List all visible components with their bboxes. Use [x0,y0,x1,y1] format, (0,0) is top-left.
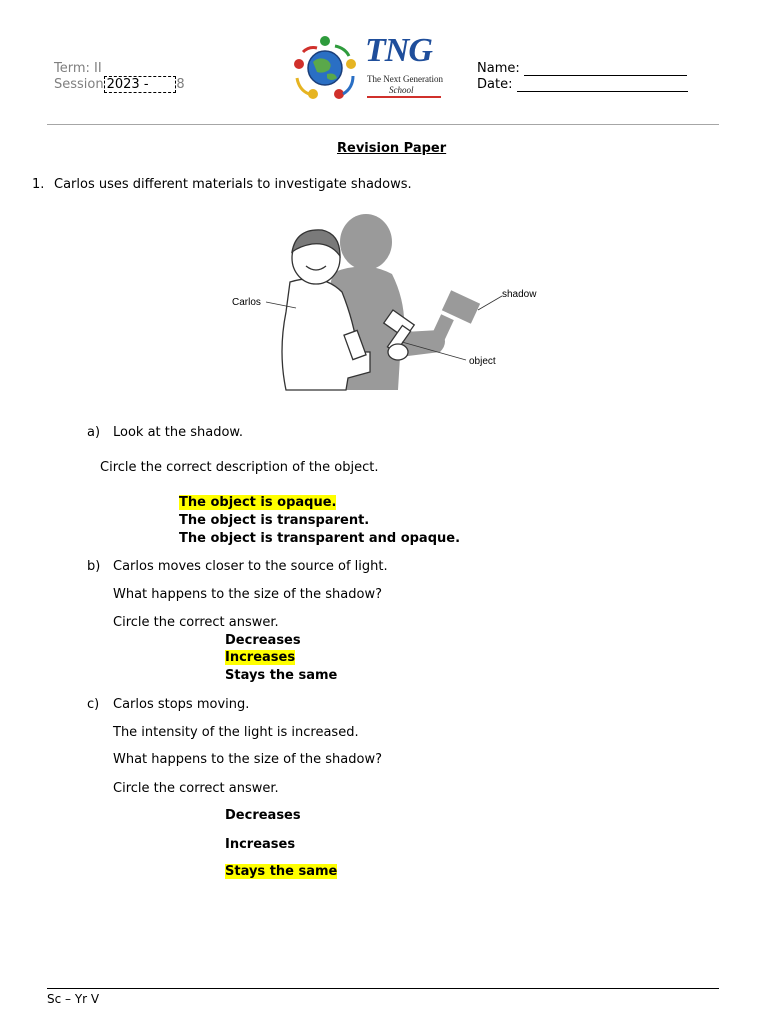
footer-divider [47,988,719,989]
highlighted-answer: Increases [225,650,296,665]
part-c-option-3[interactable] [225,864,337,879]
logo-subtitle-2: School [389,85,414,95]
session-year-field[interactable] [104,76,177,93]
logo-text: TNG [365,32,432,69]
part-b-option-3[interactable]: Stays the same [225,668,338,683]
part-c-option-1[interactable]: Decreases [225,808,301,823]
figure-label-object: object [469,356,496,367]
session-row [54,77,185,92]
logo-subtitle-1: The Next Generation [367,74,443,84]
part-a-option-1[interactable] [179,495,336,510]
part-b-letter: b) [87,559,101,574]
figure-label-shadow: shadow [502,289,537,300]
part-c-prompt: Carlos stops moving. [113,697,250,712]
highlighted-answer: The object is opaque. [179,495,337,510]
shadow-figure [230,212,550,392]
name-field[interactable] [524,75,687,76]
name-label: Name: [477,61,520,76]
part-b-option-2[interactable] [225,650,295,665]
figure-label-carlos: Carlos [232,297,261,308]
header-divider [47,124,719,125]
date-field[interactable] [517,91,688,92]
highlighted-answer: Stays the same [225,864,338,879]
part-c-line2: The intensity of the light is increased. [113,725,359,740]
part-b-option-1[interactable]: Decreases [225,633,301,648]
page-title: Revision Paper [337,141,447,156]
question-number: 1. [32,177,45,192]
part-c-question: What happens to the size of the shadow? [113,752,382,767]
part-b-question: What happens to the size of the shadow? [113,587,382,602]
logo-underline [367,96,441,98]
part-a-prompt: Look at the shadow. [113,425,243,440]
part-a-instruction: Circle the correct description of the object. [100,460,379,475]
part-a-option-2[interactable]: The object is transparent. [179,513,370,528]
part-c-instruction: Circle the correct answer. [113,781,279,796]
part-b-instruction: Circle the correct answer. [113,615,279,630]
name-row [477,61,687,76]
session-year-value: 2023 - [106,77,149,92]
part-b-prompt: Carlos moves closer to the source of light. [113,559,388,574]
session-label: Session [54,77,104,92]
footer-text: Sc – Yr V [47,992,100,1006]
session-tail: 8 [176,77,185,92]
date-row [477,77,688,92]
part-c-letter: c) [87,697,100,712]
part-a-option-3[interactable]: The object is transparent and opaque. [179,531,461,546]
boy-with-shadow-illustration [230,212,550,392]
tng-globe-logo-icon [289,32,361,106]
school-logo [289,32,445,106]
question-text: Carlos uses different materials to investigate shadows. [54,177,412,192]
part-c-option-2[interactable]: Increases [225,837,296,852]
date-label: Date: [477,77,513,92]
part-a-letter: a) [87,425,101,440]
term-label: Term: II [54,61,102,76]
